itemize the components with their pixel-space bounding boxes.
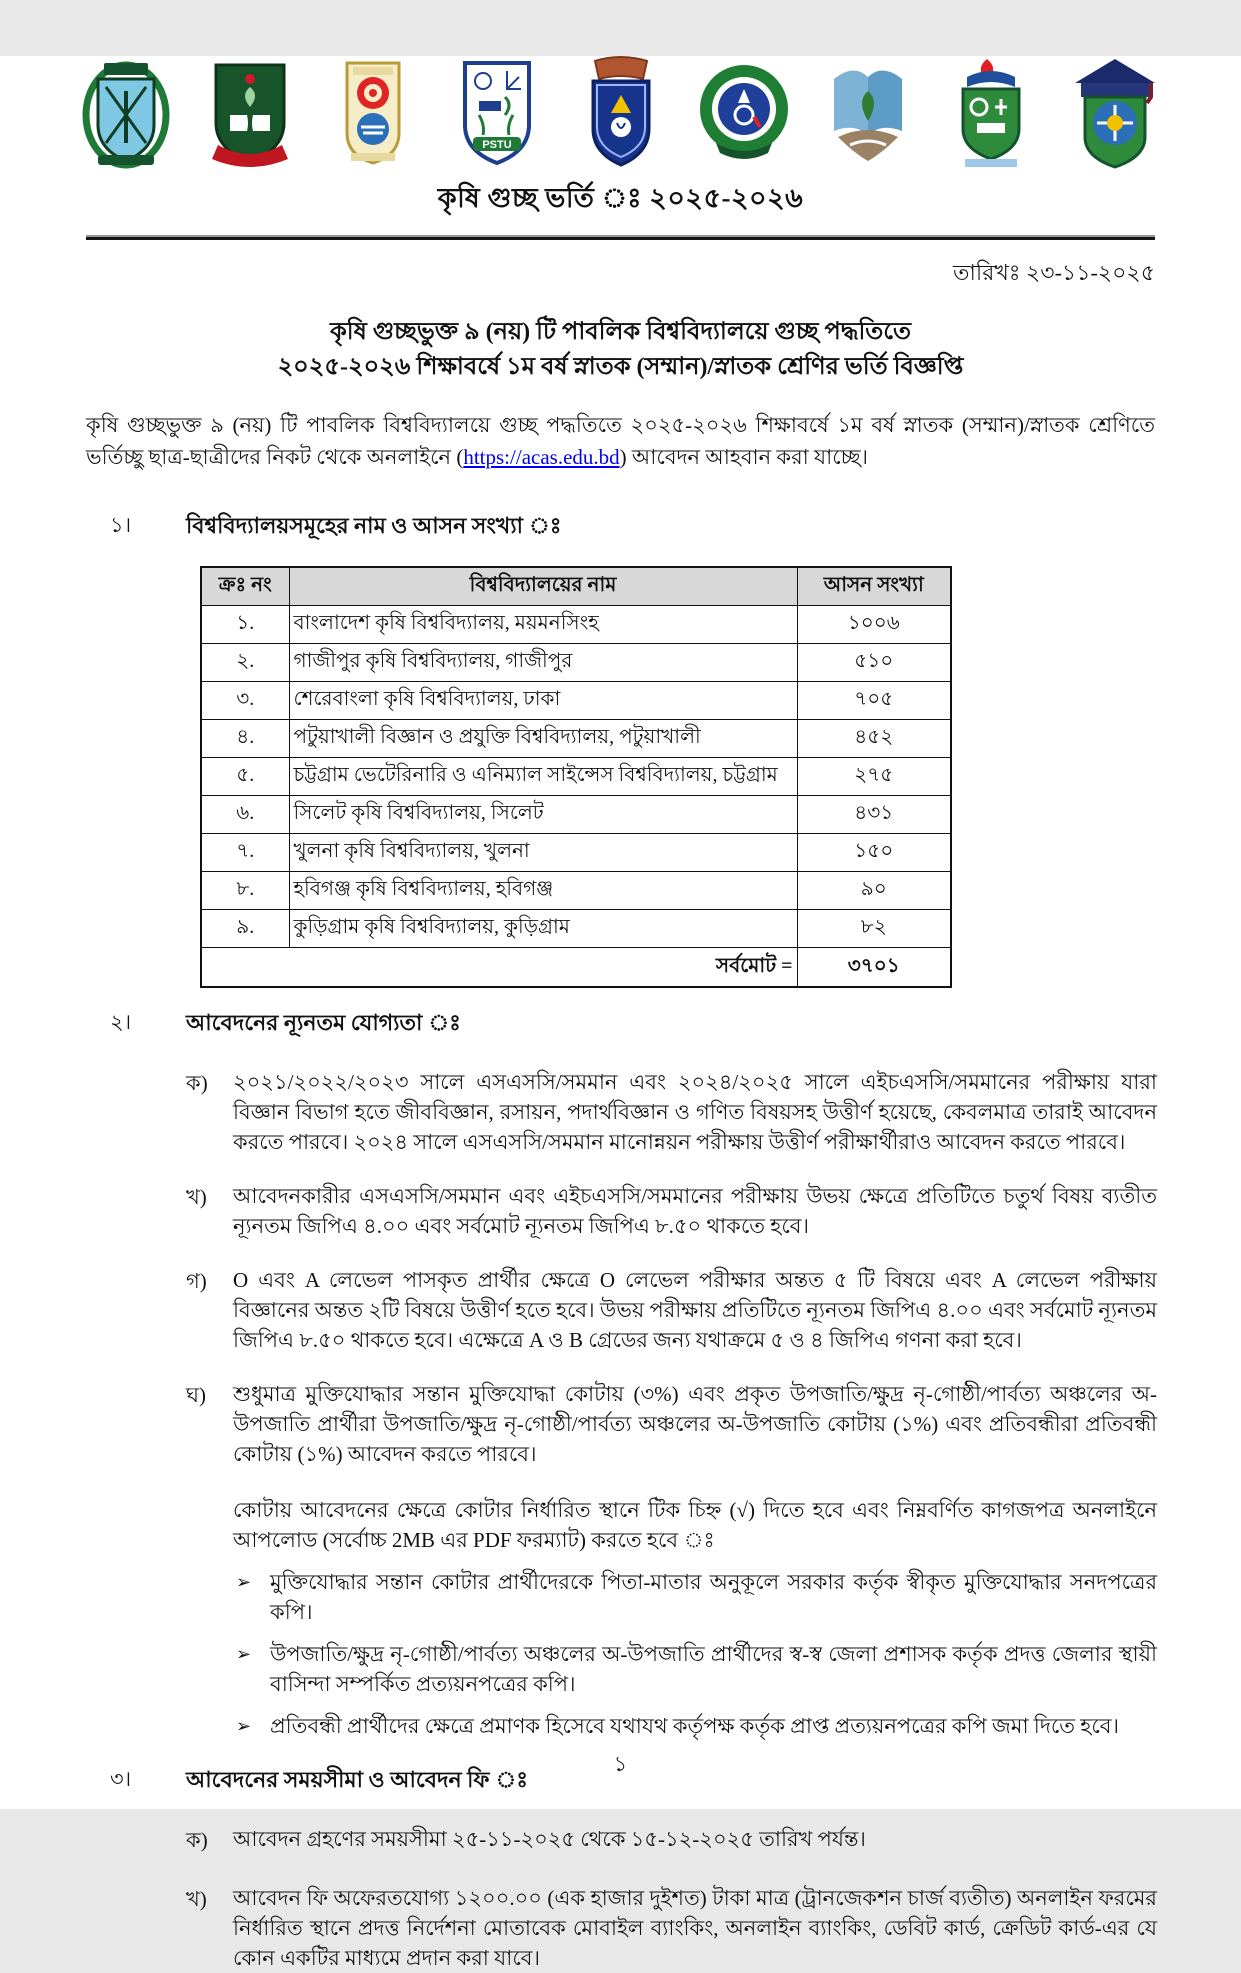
- table-row: [201, 910, 951, 948]
- table-row: [201, 834, 951, 872]
- fee-item-ka: [186, 1824, 1157, 1859]
- row-university: কুড়িগ্রাম কৃষি বিশ্ববিদ্যালয়, কুড়িগ্রাম: [289, 910, 797, 948]
- section-2-heading-row: [110, 1006, 1155, 1043]
- table-row: [201, 796, 951, 834]
- item-label: ক): [186, 1071, 208, 1095]
- chattogram-veterinary-and-animal-sciences-university-logo: [573, 57, 669, 169]
- page-number: ১: [613, 1752, 628, 1776]
- bullet-text: মুক্তিযোদ্ধার সন্তান কোটার প্রার্থীদেরকে পিতা-মাতার অনুকূলে সরকার কর্তৃক স্বীকৃত মুক্তিযোদ্ধার সনদপত্রের কপি।: [270, 1570, 1157, 1624]
- row-no: ১.: [201, 606, 289, 644]
- row-no: ৩.: [201, 682, 289, 720]
- university-logos-row: [78, 56, 1163, 170]
- row-university: বাংলাদেশ কৃষি বিশ্ববিদ্যালয়, ময়মনসিংহ: [289, 606, 797, 644]
- item-text: O এবং A লেভেল পাসকৃত প্রার্থীর ক্ষেত্রে O লেভেল পরীক্ষার অন্তত ৫ টি বিষয়ে এবং A লেভেল পরীক্ষায় বিজ্ঞানের অন্তত ২টি বিষয়ে উত্তীর্ণ হতে হবে। উভয় পরীক্ষায় প্রতিটিতে ন্যূনতম জিপিএ ৪.০০ এবং সর্বমোট ন্যূনতম জিপিএ ৮.৫০ থাকতে হবে। এক্ষেত্রে A ও B গ্রেডের জন্য যথাক্রমে ৫ ও ৪ জিপিএ গণনা করা হবে।: [233, 1268, 1157, 1352]
- row-seats: ২৭৫: [797, 758, 951, 796]
- arrow-bullet-icon: ➢: [236, 1716, 252, 1736]
- row-university: শেরেবাংলা কৃষি বিশ্ববিদ্যালয়, ঢাকা: [289, 682, 797, 720]
- acas-website-link[interactable]: https://acas.edu.bd: [463, 445, 620, 469]
- item-label: ঘ): [186, 1383, 206, 1407]
- item-text: ২০২১/২০২২/২০২৩ সালে এসএসসি/সমমান এবং ২০২৪/২০২৫ সালে এইচএসসি/সমমানের পরীক্ষায় যারা বিজ্ঞান বিভাগ হতে জীববিজ্ঞান, রসায়ন, পদার্থবিজ্ঞান ও গণিত বিষয়সহ উত্তীর্ণ হয়েছে, কেবলমাত্র তারাই আবেদন করতে পারবে। ২০২৪ সালে এসএসসি/সমমান মানোন্নয়ন পরীক্ষায় উত্তীর্ণ পরীক্ষার্থীরাও আবেদন করতে পারবে।: [233, 1070, 1157, 1154]
- eligibility-item-ka: [186, 1067, 1157, 1157]
- sher-e-bangla-agricultural-university-logo: [325, 57, 421, 169]
- item-label: ক): [186, 1828, 208, 1852]
- intro-paragraph: [86, 409, 1155, 473]
- kurigram-agricultural-university-logo: [1067, 57, 1163, 169]
- fee-item-kha: [186, 1883, 1157, 1973]
- total-label: সর্বমোট =: [201, 948, 797, 988]
- item-text: আবেদন গ্রহণের সময়সীমা ২৫-১১-২০২৫ থেকে ১৫-১২-২০২৫ তারিখ পর্যন্ত।: [233, 1827, 866, 1851]
- row-no: ৫.: [201, 758, 289, 796]
- section-2-number: ২।: [110, 1010, 132, 1034]
- table-row: [201, 606, 951, 644]
- row-university: হবিগঞ্জ কৃষি বিশ্ববিদ্যালয়, হবিগঞ্জ: [289, 872, 797, 910]
- arrow-bullet-icon: ➢: [236, 1572, 252, 1592]
- banner-title: কৃষি গুচ্ছ ভর্তি ঃ ২০২৫-২০২৬: [437, 183, 804, 213]
- row-seats: ৭০৫: [797, 682, 951, 720]
- section-1-number: ১।: [110, 513, 132, 537]
- section-1-heading: বিশ্ববিদ্যালয়সমূহের নাম ও আসন সংখ্যা ঃ: [186, 513, 562, 538]
- item-text: আবেদনকারীর এসএসসি/সমমান এবং এইচএসসি/সমমানের পরীক্ষায় উভয় ক্ষেত্রে প্রতিটিতে চতুর্থ বিষয় ব্যতীত ন্যূনতম জিপিএ ৪.০০ এবং সর্বমোট ন্যূনতম জিপিএ ৮.৫০ থাকতে হবে।: [233, 1184, 1157, 1238]
- page-title-line2: ২০২৫-২০২৬ শিক্ষাবর্ষে ১ম বর্ষ স্নাতক (সম্মান)/স্নাতক শ্রেণির ভর্তি বিজ্ঞপ্তি: [277, 354, 964, 380]
- page-title: [86, 315, 1155, 385]
- item-text: আবেদন ফি অফেরতযোগ্য ১২০০.০০ (এক হাজার দুইশত) টাকা মাত্র (ট্রানজেকশন চার্জ ব্যতীত) অনলাইন ফরমের নির্ধারিত স্থানে প্রদত্ত নির্দেশনা মোতাবেক মোবাইল ব্যাংকিং, অনলাইন ব্যাংকিং, ডেবিট কার্ড, ক্রেডিট কার্ড-এর যে কোন একটির মাধ্যমে প্রদান করা যাবে।: [233, 1886, 1157, 1970]
- row-no: ৬.: [201, 796, 289, 834]
- row-university: চট্টগ্রাম ভেটেরিনারি ও এনিম্যাল সাইন্সেস বিশ্ববিদ্যালয়, চট্টগ্রাম: [289, 758, 797, 796]
- quota-bullet-1: [236, 1567, 1157, 1627]
- quota-bullet-3: [236, 1711, 1157, 1741]
- bullet-text: প্রতিবন্ধী প্রার্থীদের ক্ষেত্রে প্রমাণক হিসেবে যথাযথ কর্তৃপক্ষ কর্তৃক প্রাপ্ত প্রত্যয়নপত্রের কপি জমা দিতে হবে।: [270, 1714, 1119, 1738]
- row-no: ২.: [201, 644, 289, 682]
- patuakhali-science-and-technology-university-logo: [449, 57, 545, 169]
- row-seats: ৪৩১: [797, 796, 951, 834]
- item-label: খ): [186, 1887, 207, 1911]
- table-row: [201, 644, 951, 682]
- section-2-heading: আবেদনের ন্যূনতম যোগ্যতা ঃ: [186, 1010, 461, 1035]
- habiganj-agricultural-university-logo: [943, 57, 1039, 169]
- row-no: ৭.: [201, 834, 289, 872]
- admission-notice-page: [0, 56, 1241, 1970]
- eligibility-item-gha: [186, 1379, 1157, 1469]
- row-no: ৮.: [201, 872, 289, 910]
- row-seats: ১৫০: [797, 834, 951, 872]
- date-label: তারিখঃ ২৩-১১-২০২৫: [953, 260, 1155, 285]
- bullet-text: উপজাতি/ক্ষুদ্র নৃ-গোষ্ঠী/পার্বত্য অঞ্চলের অ-উপজাতি প্রার্থীদের স্ব-স্ব জেলা প্রশাসক কর্তৃক প্রদত্ত জেলার স্থায়ী বাসিন্দা সম্পর্কিত প্রত্যয়নপত্রের কপি।: [270, 1642, 1157, 1696]
- row-university: পটুয়াখালী বিজ্ঞান ও প্রযুক্তি বিশ্ববিদ্যালয়, পটুয়াখালী: [289, 720, 797, 758]
- row-university: সিলেট কৃষি বিশ্ববিদ্যালয়, সিলেট: [289, 796, 797, 834]
- section-3-number: ৩।: [110, 1767, 132, 1791]
- total-value: ৩৭০১: [797, 948, 951, 988]
- gazipur-agricultural-university-logo: [202, 57, 298, 169]
- arrow-bullet-icon: ➢: [236, 1644, 252, 1664]
- table-row: [201, 720, 951, 758]
- intro-text-before: কৃষি গুচ্ছভুক্ত ৯ (নয়) টি পাবলিক বিশ্ববিদ্যালয়ে গুচ্ছ পদ্ধতিতে ২০২৫-২০২৬ শিক্ষাবর্ষে ১ম বর্ষ স্নাতক (সম্মান)/স্নাতক শ্রেণিতে ভর্তিচ্ছু ছাত্র-ছাত্রীদের নিকট থেকে অনলাইনে (: [86, 413, 1155, 469]
- item-label: খ): [186, 1185, 207, 1209]
- quota-bullet-2: [236, 1639, 1157, 1699]
- row-university: গাজীপুর কৃষি বিশ্ববিদ্যালয়, গাজীপুর: [289, 644, 797, 682]
- table-header-row: [201, 567, 951, 606]
- col-header-serial: ক্রঃ নং: [201, 567, 289, 606]
- section-1-heading-row: [110, 509, 1155, 546]
- row-seats: ৫১০: [797, 644, 951, 682]
- row-seats: ৯০: [797, 872, 951, 910]
- header-divider: [86, 235, 1155, 240]
- table-row: [201, 872, 951, 910]
- row-no: ৪.: [201, 720, 289, 758]
- eligibility-item-ga: [186, 1265, 1157, 1355]
- col-header-university: বিশ্ববিদ্যালয়ের নাম: [289, 567, 797, 606]
- quota-note: কোটায় আবেদনের ক্ষেত্রে কোটার নির্ধারিত স্থানে টিক চিহ্ন (√) দিতে হবে এবং নিম্নবর্ণিত কাগজপত্র অনলাইনে আপলোড (সর্বোচ্চ 2MB এর PDF ফরম্যাট) করতে হবে ঃ: [233, 1498, 1157, 1552]
- table-row: [201, 758, 951, 796]
- svg-text:PSTU: PSTU: [482, 139, 512, 151]
- khulna-agricultural-university-logo: [820, 57, 916, 169]
- section-3-heading: আবেদনের সময়সীমা ও আবেদন ফি ঃ: [186, 1767, 528, 1792]
- page-title-line1: কৃষি গুচ্ছভুক্ত ৯ (নয়) টি পাবলিক বিশ্ববিদ্যালয়ে গুচ্ছ পদ্ধতিতে: [330, 319, 911, 345]
- row-seats: ৪৫২: [797, 720, 951, 758]
- row-seats: ১০০৬: [797, 606, 951, 644]
- row-university: খুলনা কৃষি বিশ্ববিদ্যালয়, খুলনা: [289, 834, 797, 872]
- eligibility-item-kha: [186, 1181, 1157, 1241]
- row-seats: ৮২: [797, 910, 951, 948]
- item-text: শুধুমাত্র মুক্তিযোদ্ধার সন্তান মুক্তিযোদ্ধা কোটায় (৩%) এবং প্রকৃত উপজাতি/ক্ষুদ্র নৃ-গোষ্ঠী/পার্বত্য অঞ্চলের অ-উপজাতি প্রার্থীরা উপজাতি/ক্ষুদ্র নৃ-গোষ্ঠী/পার্বত্য অঞ্চলের অ-উপজাতি কোটায় (১%) এবং প্রতিবন্ধীরা প্রতিবন্ধী কোটায় (১%) আবেদন করতে পারবে।: [233, 1382, 1157, 1466]
- intro-text-after: ) আবেদন আহবান করা যাচ্ছে।: [619, 445, 869, 469]
- seats-table-wrap: [200, 566, 1241, 988]
- row-no: ৯.: [201, 910, 289, 948]
- table-row: [201, 682, 951, 720]
- bangladesh-agricultural-university-logo: [78, 57, 174, 169]
- sylhet-agricultural-university-logo: [696, 57, 792, 169]
- seats-table: [200, 566, 952, 988]
- table-total-row: [201, 948, 951, 988]
- item-label: গ): [186, 1269, 207, 1293]
- col-header-seats: আসন সংখ্যা: [797, 567, 951, 606]
